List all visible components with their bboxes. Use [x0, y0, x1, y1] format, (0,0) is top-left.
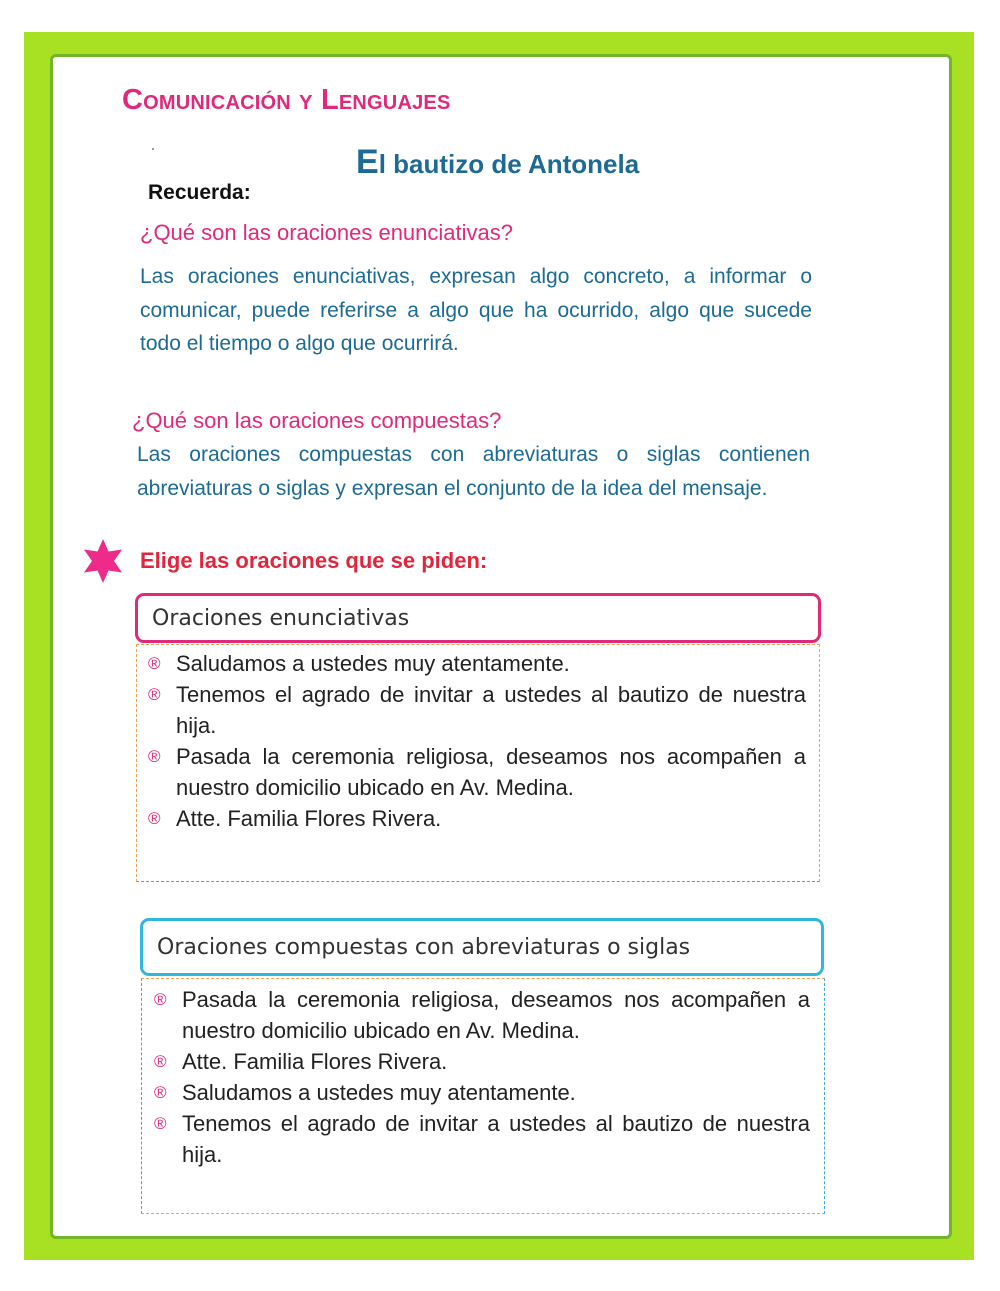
- registered-icon: ®: [154, 1052, 167, 1071]
- recuerda-label: Recuerda:: [148, 181, 251, 204]
- registered-icon: ®: [148, 747, 161, 766]
- paragraph-enunciativas: [140, 260, 812, 361]
- instruction-text: Elige las oraciones que se piden:: [140, 548, 488, 573]
- title-rest: l bautizo de Antonela: [378, 149, 640, 179]
- paragraph-compuestas: [137, 438, 810, 505]
- stray-dot: [152, 148, 154, 150]
- subject-heading: Comunicación y Lenguajes: [122, 84, 451, 116]
- option-text: Saludamos a ustedes muy atentamente.: [182, 1080, 576, 1105]
- option-item[interactable]: [154, 984, 810, 1046]
- star-icon: [80, 538, 126, 584]
- option-item[interactable]: [154, 1077, 810, 1108]
- option-item[interactable]: [148, 803, 806, 834]
- registered-icon: ®: [154, 990, 167, 1009]
- paragraph-line: Las oraciones compuestas con abreviaturas o siglas: [137, 443, 701, 466]
- registered-icon: ®: [148, 685, 161, 704]
- box-heading-compuestas: Oraciones compuestas con abreviaturas o siglas: [140, 918, 824, 976]
- registered-icon: ®: [148, 654, 161, 673]
- option-item[interactable]: [154, 1046, 810, 1077]
- registered-icon: ®: [154, 1083, 167, 1102]
- box-heading-enunciativas: Oraciones enunciativas: [135, 593, 821, 643]
- registered-icon: ®: [154, 1114, 167, 1133]
- paragraph-line: informar o comunicar, puede referirse a algo que ha: [140, 265, 812, 322]
- option-item[interactable]: [148, 679, 806, 741]
- option-text: Saludamos a ustedes muy atentamente.: [176, 651, 570, 676]
- paragraph-line: ocurrirá.: [381, 332, 459, 355]
- option-list-enunciativas: [148, 648, 806, 834]
- option-list-compuestas: [154, 984, 810, 1170]
- option-text: Tenemos el agrado de invitar a ustedes al bautizo de nuestra hija.: [176, 682, 806, 738]
- option-text: Tenemos el agrado de invitar a ustedes al bautizo de nuestra hija.: [182, 1111, 810, 1167]
- option-text: Atte. Familia Flores Rivera.: [182, 1049, 448, 1074]
- option-text: Pasada la ceremonia religiosa, deseamos nos acompañen a nuestro domicilio ubicado en Av. Medina.: [182, 987, 810, 1043]
- paragraph-line: contienen abreviaturas o siglas y expresan el conjunto de la: [137, 443, 810, 500]
- question-compuestas: ¿Qué son las oraciones compuestas?: [132, 408, 502, 433]
- question-enunciativas: ¿Qué son las oraciones enunciativas?: [140, 220, 513, 245]
- option-item[interactable]: [154, 1108, 810, 1170]
- paragraph-line: Las oraciones enunciativas, expresan algo concreto, a: [140, 265, 696, 288]
- title-initial: E: [356, 143, 379, 181]
- paragraph-line: ocurrido, algo que sucede todo el tiempo o algo que: [140, 298, 812, 355]
- paragraph-line: idea del mensaje.: [602, 476, 768, 500]
- option-item[interactable]: [148, 648, 806, 679]
- option-item[interactable]: [148, 741, 806, 803]
- page-title: [356, 143, 639, 182]
- registered-icon: ®: [148, 809, 161, 828]
- option-text: Atte. Familia Flores Rivera.: [176, 806, 442, 831]
- option-text: Pasada la ceremonia religiosa, deseamos nos acompañen a nuestro domicilio ubicado en Av. Medina.: [176, 744, 806, 800]
